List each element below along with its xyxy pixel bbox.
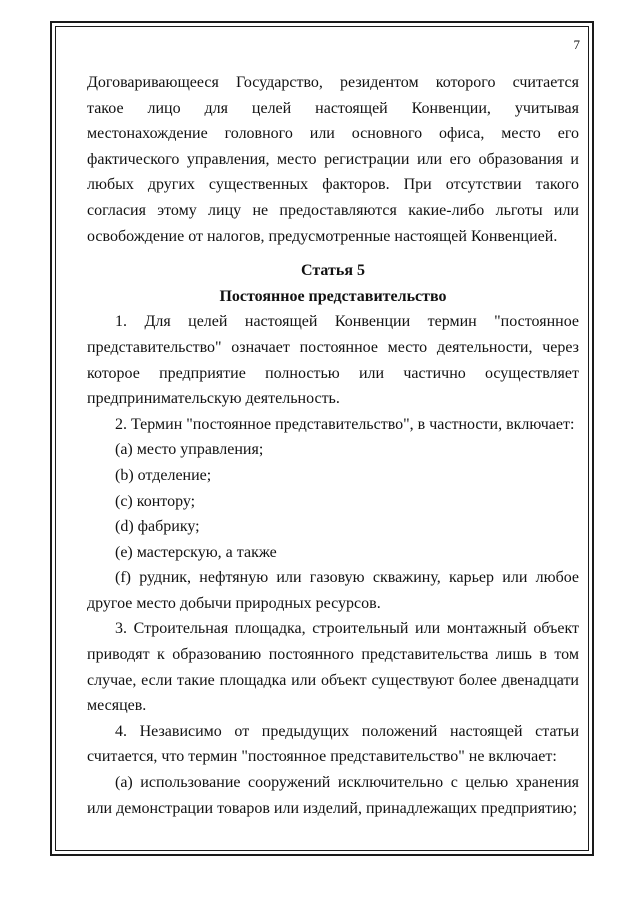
article-number-heading: Статья 5	[301, 262, 365, 280]
page-number: 7	[573, 37, 580, 52]
clause-3: 3. Строительная площадка, строительный или монтажный объект приводят к образованию постоянного представительства лишь в том случае, если такие площадка или объект существуют более двенадцати месяцев.	[87, 620, 579, 715]
paragraph-continuation-line-1: Договаривающееся Государство, резидентом которого считается	[87, 74, 579, 91]
clause-2e: (e) мастерскую, а также	[115, 543, 277, 561]
clause-2a: (a) место управления;	[115, 441, 264, 459]
document-body	[87, 70, 579, 821]
article-title-heading: Постоянное представительство	[219, 287, 447, 305]
clause-2: 2. Термин "постоянное представительство", в частности, включает:	[115, 415, 575, 433]
paragraph-continuation-rest: такое лицо для целей настоящей Конвенции, учитывая местонахождение головного или основного офиса, место его фактического управления, место регистрации или его образования и любых других существенных факторов. При отсутствии такого согласия этому лицу не предоставляются какие-либо льготы или освобождение от налогов, предусмотренные настоящей Конвенцией.	[87, 99, 579, 245]
clause-4a: (a) использование сооружений исключительно с целью хранения или демонстрации товаров или изделий, принадлежащих предприятию;	[87, 774, 579, 817]
clause-2b: (b) отделение;	[115, 466, 212, 484]
clause-2f: (f) рудник, нефтяную или газовую скважину, карьер или любое другое место добычи природных ресурсов.	[87, 569, 579, 612]
clause-2c: (c) контору;	[115, 492, 196, 510]
clause-2d: (d) фабрику;	[115, 518, 200, 536]
clause-1: 1. Для целей настоящей Конвенции термин "постоянное представительство" означает постоянное место деятельности, через которое предприятие полностью или частично осуществляет предпринимательскую деятельность.	[87, 313, 579, 408]
clause-4: 4. Независимо от предыдущих положений настоящей статьи считается, что термин "постоянное представительство" не включает:	[87, 722, 579, 766]
